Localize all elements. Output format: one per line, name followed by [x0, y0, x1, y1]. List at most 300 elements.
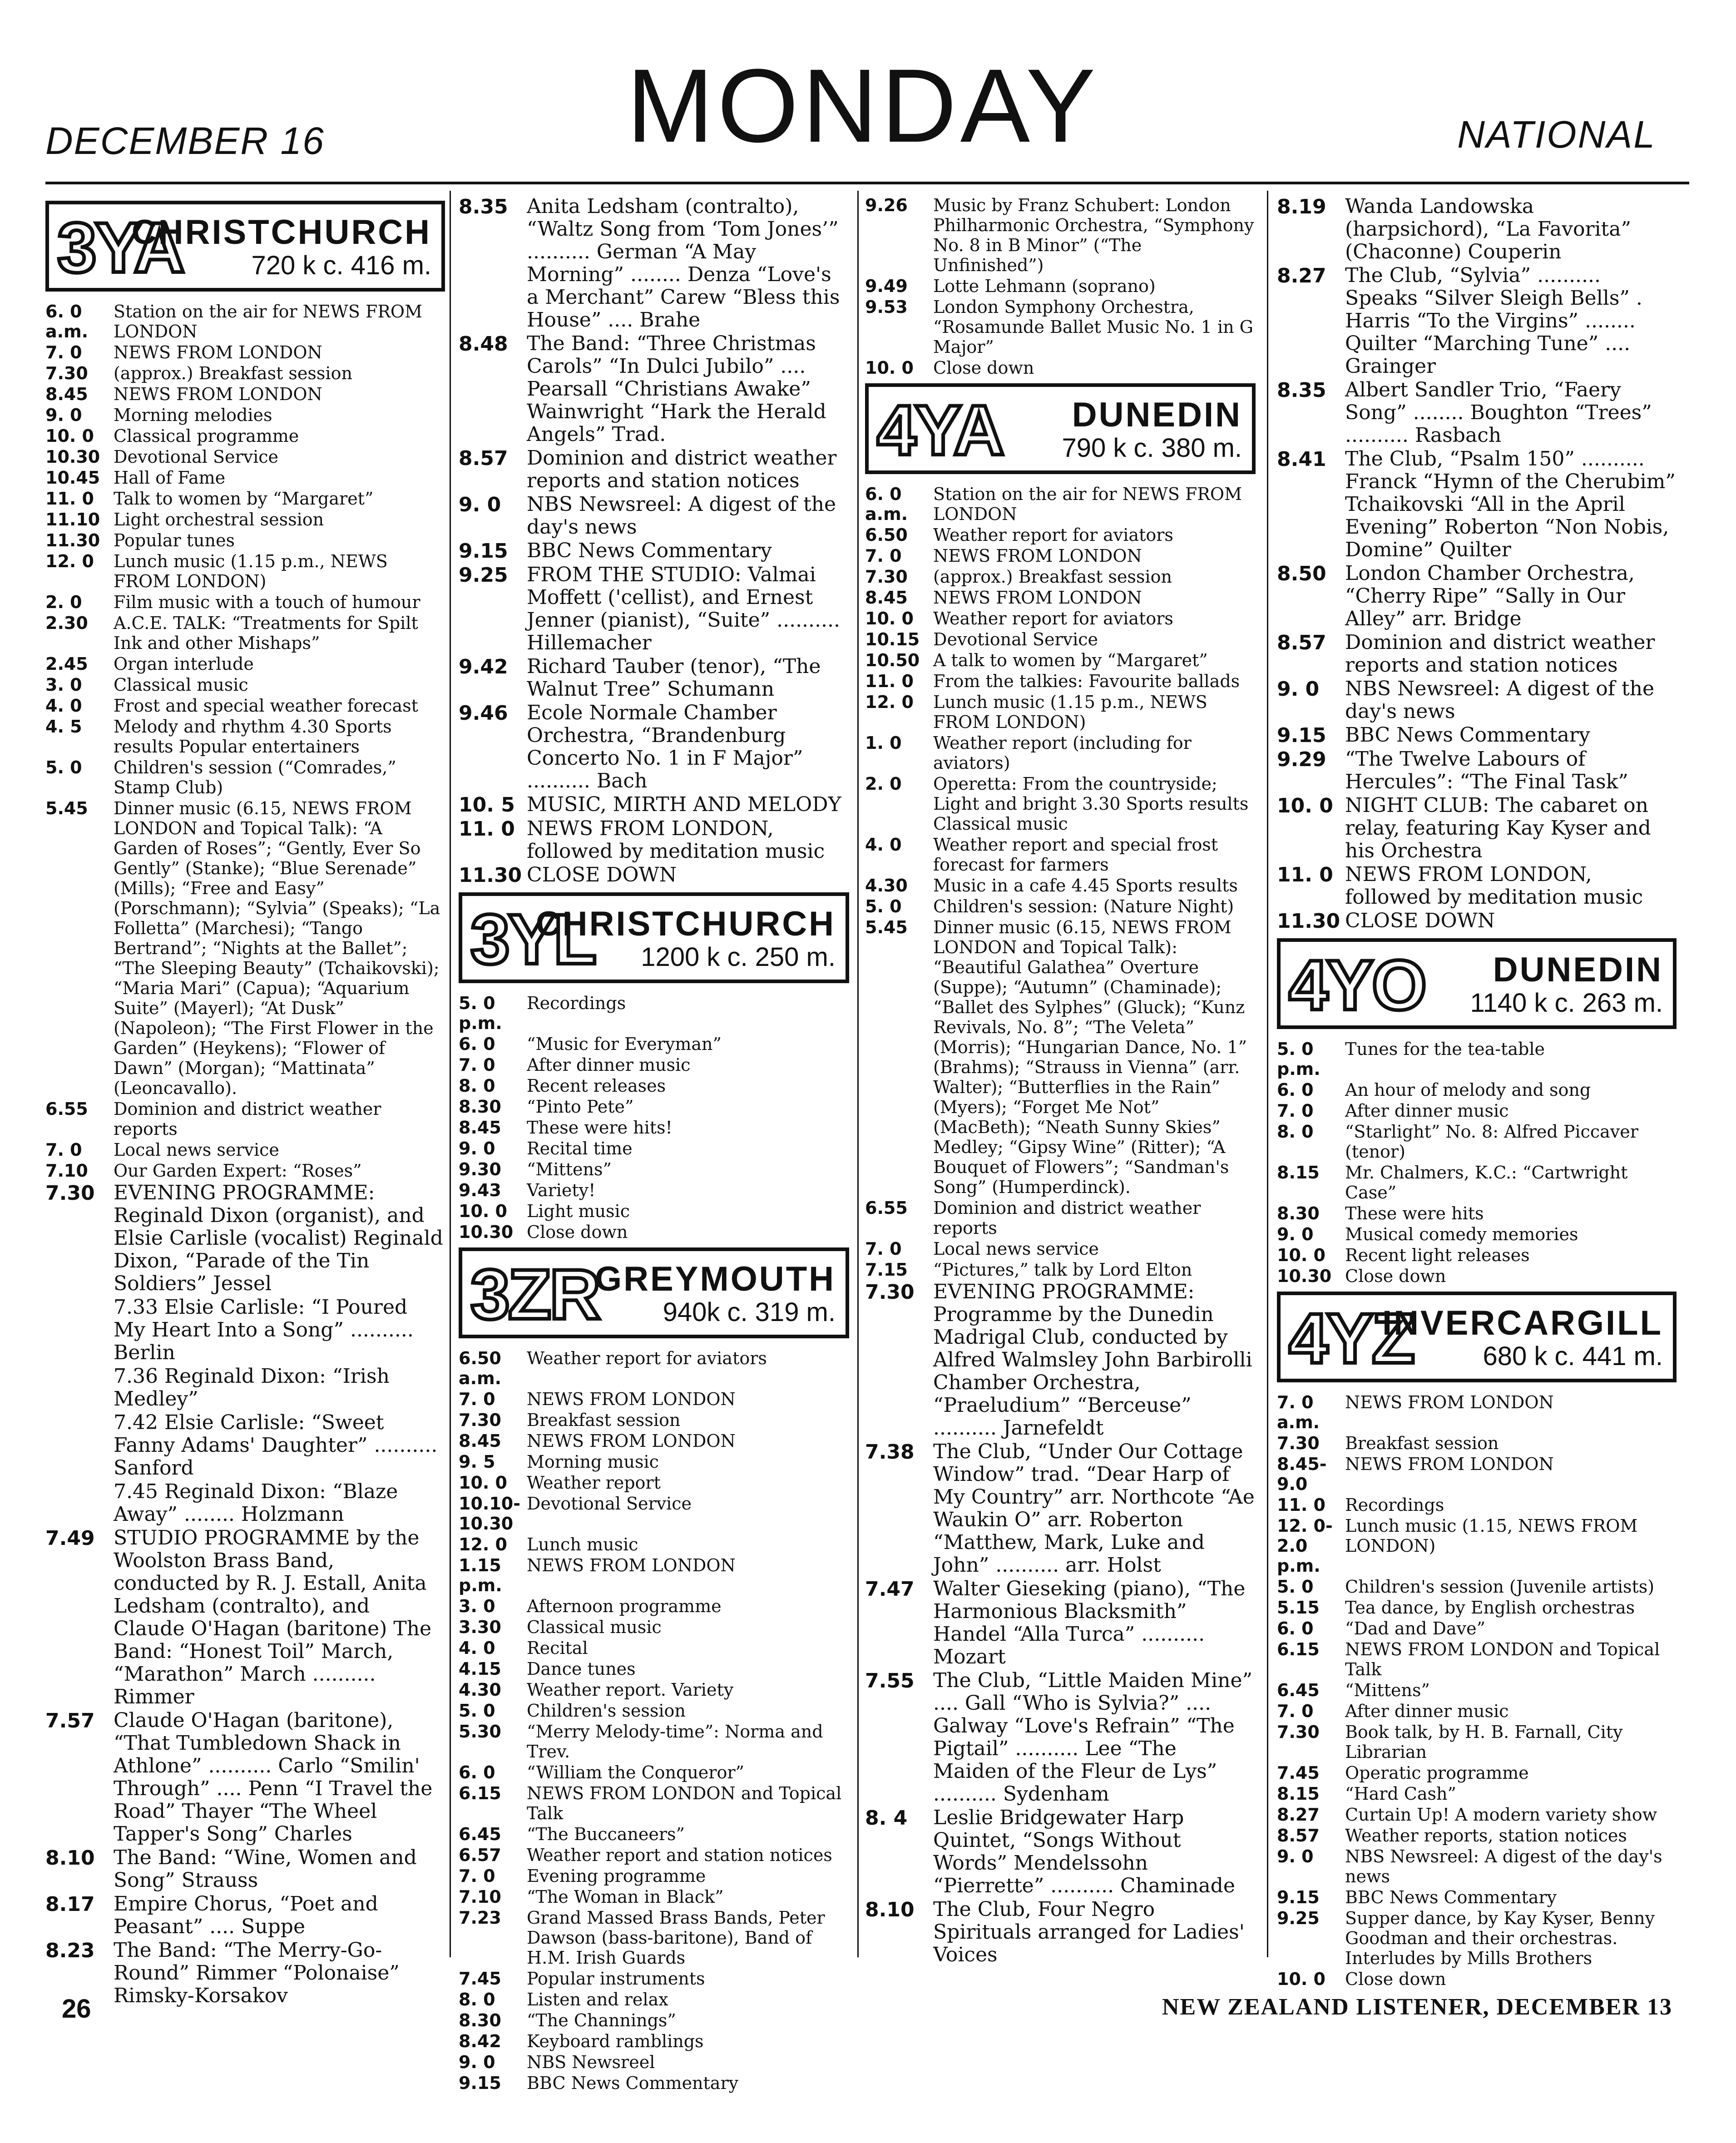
programme-time: 6. 0: [1277, 1080, 1314, 1100]
programme-entry: [45, 363, 445, 383]
programme-entry: [865, 1281, 1256, 1440]
programme-time: 11. 0: [45, 489, 94, 509]
programme-time: 10.30: [1277, 1266, 1332, 1286]
programme-description: Children's session (Juvenile artists): [1345, 1577, 1655, 1597]
programme-description: Mr. Chalmers, K.C.: “Cartwright Case”: [1345, 1163, 1628, 1203]
programme-time: 6.55: [865, 1198, 908, 1218]
programme-description: Afternoon programme: [527, 1596, 722, 1616]
programme-description: MUSIC, MIRTH AND MELODY: [527, 793, 841, 816]
programme-description: NEWS FROM LONDON: [114, 384, 322, 404]
programme-time: 8.23: [45, 1939, 95, 1962]
programme-entry: [459, 1097, 849, 1117]
programme-entry: [1277, 910, 1677, 933]
programme-time: 12. 0: [459, 1534, 507, 1554]
station-frequency: 720 k c. 416 m.: [251, 251, 431, 280]
programme-time: 7.45: [1277, 1763, 1320, 1783]
programme-entry: [45, 1365, 445, 1411]
programme-entry: [459, 1494, 849, 1534]
programme-time: 7.30: [45, 1182, 95, 1205]
programme-time: [45, 1480, 114, 1526]
programme-time: 8.15: [1277, 1163, 1320, 1183]
station-frequency: 940k c. 319 m.: [663, 1297, 836, 1327]
programme-description: Talk to women by “Margaret”: [114, 489, 374, 509]
programme-time: 5.45: [45, 798, 88, 818]
programme-entry: [865, 1239, 1256, 1259]
header-day: MONDAY: [627, 47, 1099, 164]
programme-entry: [1277, 1908, 1677, 1968]
programme-description: Breakfast session: [1345, 1433, 1499, 1453]
programme-entry: [1277, 1680, 1677, 1700]
programme-entry: [1277, 1887, 1677, 1907]
station-header-4yz: [1277, 1292, 1677, 1382]
programme-time: 7. 0: [45, 1140, 82, 1160]
programme-time: 11.10: [45, 510, 100, 530]
programme-entry: [459, 493, 849, 539]
programme-entry: [1277, 1639, 1677, 1679]
programme-description: NEWS FROM LONDON: [114, 342, 322, 362]
programme-entry: [865, 671, 1256, 691]
programme-description: Weather report (including for aviators): [933, 733, 1192, 773]
programme-time: 11.30: [45, 530, 100, 550]
programme-time: 4.30: [865, 876, 908, 896]
programme-description: NEWS FROM LONDON: [1345, 1392, 1554, 1412]
programme-entry: [1277, 1101, 1677, 1121]
publication-footer: NEW ZEALAND LISTENER, DECEMBER 13: [1162, 1994, 1672, 2020]
programme-entry: [459, 447, 849, 492]
programme-time: 8.15: [1277, 1784, 1320, 1804]
programme-entry: [1277, 264, 1677, 378]
programme-entry: [865, 195, 1256, 275]
programme-entry: [459, 332, 849, 446]
programme-time: 5. 0: [45, 757, 82, 777]
programme-entry: [45, 1182, 445, 1295]
programme-entry: [865, 1578, 1256, 1668]
programme-time: 9.25: [1277, 1908, 1320, 1928]
programme-entry: [459, 1473, 849, 1493]
programme-description: NEWS FROM LONDON: [527, 1555, 736, 1575]
programme-entry: [459, 2073, 849, 2093]
station-city: GREYMOUTH: [595, 1260, 836, 1298]
programme-time: 10. 0: [1277, 1245, 1325, 1265]
programme-description: “Dad and Dave”: [1345, 1618, 1485, 1638]
programme-entry: [459, 1680, 849, 1700]
header-rule: [45, 182, 1689, 184]
programme-time: 4.30: [459, 1680, 501, 1700]
programme-time: 12. 0-2.0 p.m.: [1277, 1516, 1333, 1576]
programme-time: 5. 0: [865, 896, 902, 916]
programme-entry: [1277, 1784, 1677, 1804]
programme-entry: [45, 551, 445, 591]
programme-description: Weather report for aviators: [933, 525, 1173, 545]
programme-time: 8.30: [459, 2010, 501, 2030]
programme-description: STUDIO PROGRAMME by the Woolston Brass Band, conducted by R. J. Estall, Anita Ledsham (contralto), and Claude O'Hagan (baritone) The Band: “Honest Toil” March, “Marathon” March .......... Rimmer: [114, 1526, 432, 1708]
programme-entry: [865, 358, 1256, 378]
programme-time: 7.45: [459, 1969, 501, 1989]
programme-time: 8.45-9.0: [1277, 1454, 1327, 1494]
programme-entry: [1277, 195, 1677, 263]
programme-entry: [459, 1348, 849, 1388]
programme-time: 2.45: [45, 654, 88, 674]
programme-time: 7. 0 a.m.: [1277, 1392, 1320, 1432]
programme-description: NEWS FROM LONDON: [933, 588, 1142, 608]
programme-entry: [1277, 1080, 1677, 1100]
programme-time: 8.45: [459, 1431, 501, 1451]
programme-description: Recent releases: [527, 1076, 666, 1096]
programme-description: Music by Franz Schubert: London Philharmonic Orchestra, “Symphony No. 8 in B Minor” (“The Unfinished”): [933, 195, 1254, 275]
programme-entry: [459, 864, 849, 887]
station-header-4ya: [865, 383, 1256, 474]
programme-time: 6.57: [459, 1845, 501, 1865]
programme-description: Children's session: (Nature Night): [933, 896, 1234, 916]
programme-time: 7. 0: [459, 1389, 495, 1409]
programme-entry: [1277, 1433, 1677, 1453]
programme-description: Recent light releases: [1345, 1245, 1530, 1265]
programme-description: Walter Gieseking (piano), “The Harmonious Blacksmith” Handel “Alla Turca” .......... Mozart: [933, 1577, 1246, 1668]
programme-time: 6. 0: [459, 1762, 495, 1782]
programme-time: 9.26: [865, 195, 908, 215]
programme-description: Local news service: [933, 1239, 1099, 1259]
station-call-sign: 4YA: [877, 391, 1003, 470]
programme-description: Keyboard ramblings: [527, 2031, 704, 2051]
programme-entry: [1277, 1577, 1677, 1597]
programme-description: Lunch music (1.15 p.m., NEWS FROM LONDON): [933, 692, 1207, 732]
programme-description: Leslie Bridgewater Harp Quintet, “Songs Without Words” Mendelssohn “Pierrette” .......... Chaminade: [933, 1806, 1235, 1897]
programme-entry: [865, 1440, 1256, 1577]
programme-description: Lunch music (1.15, NEWS FROM LONDON): [1345, 1516, 1638, 1556]
programme-description: Dominion and district weather reports and station notices: [527, 446, 837, 492]
station-header-3zr: [459, 1247, 849, 1338]
programme-entry: [45, 1893, 445, 1938]
programme-description: 7.36 Reginald Dixon: “Irish Medley”: [114, 1365, 390, 1411]
programme-description: Weather reports, station notices: [1345, 1826, 1627, 1846]
programme-time: 9.25: [459, 564, 508, 587]
programme-time: 7.57: [45, 1709, 95, 1732]
programme-entry: [45, 468, 445, 488]
programme-time: 7.10: [459, 1887, 501, 1907]
programme-description: Classical programme: [114, 426, 299, 446]
programme-time: 8.10: [865, 1898, 915, 1921]
programme-time: 9.49: [865, 276, 908, 296]
programme-entry: [865, 733, 1256, 773]
station-frequency: 1140 k c. 263 m.: [1470, 988, 1663, 1018]
programme-description: Our Garden Expert: “Roses”: [114, 1161, 362, 1181]
listing-column-3: [865, 195, 1256, 1967]
programme-time: [45, 1296, 114, 1364]
programme-entry: [1277, 1618, 1677, 1638]
programme-description: Station on the air for NEWS FROM LONDON: [114, 302, 422, 341]
programme-description: (approx.) Breakfast session: [114, 363, 352, 383]
programme-entry: [865, 609, 1256, 629]
programme-description: Grand Massed Brass Bands, Peter Dawson (bass-baritone), Band of H.M. Irish Guards: [527, 1908, 825, 1968]
programme-entry: [865, 692, 1256, 732]
programme-time: 7.30: [865, 1281, 915, 1304]
header-network: NATIONAL: [1457, 113, 1656, 156]
programme-time: 2. 0: [865, 774, 902, 794]
programme-time: 4. 0: [459, 1638, 495, 1658]
programme-time: 1. 0: [865, 733, 902, 753]
programme-entry: [459, 1431, 849, 1451]
programme-entry: [865, 546, 1256, 566]
programme-description: “The Woman in Black”: [527, 1887, 724, 1907]
programme-entry: [45, 654, 445, 674]
programme-description: Devotional Service: [114, 447, 279, 467]
programme-description: After dinner music: [1345, 1701, 1509, 1721]
programme-time: 10. 0: [865, 358, 914, 378]
programme-time: 9. 0: [45, 405, 82, 425]
programme-description: Classical music: [114, 675, 248, 695]
programme-time: 8. 0: [459, 1076, 495, 1096]
programme-time: 9.30: [459, 1159, 501, 1179]
programme-entry: [459, 195, 849, 332]
programme-description: Film music with a touch of humour: [114, 592, 420, 612]
station-header-3ya: [45, 201, 445, 292]
programme-description: Popular tunes: [114, 530, 235, 550]
programme-entry: [1277, 1203, 1677, 1223]
programme-time: 8. 0: [1277, 1122, 1314, 1142]
programme-entry: [1277, 1122, 1677, 1162]
programme-time: 3. 0: [45, 675, 82, 695]
programme-description: NBS Newsreel: A digest of the day's news: [527, 493, 836, 539]
programme-time: 6.45: [459, 1824, 501, 1844]
programme-time: 9. 5: [459, 1452, 495, 1472]
station-call-sign: 3YA: [57, 208, 183, 287]
programme-entry: [1277, 1846, 1677, 1886]
programme-entry: [45, 342, 445, 362]
programme-entry: [1277, 1163, 1677, 1203]
station-city: CHRISTCHURCH: [131, 213, 431, 252]
programme-time: 6.15: [459, 1783, 501, 1803]
programme-description: 7.33 Elsie Carlisle: “I Poured My Heart Into a Song” .......... Berlin: [114, 1296, 414, 1364]
programme-description: Breakfast session: [527, 1410, 681, 1430]
programme-description: Dominion and district weather reports and station notices: [1345, 631, 1655, 677]
programme-description: NEWS FROM LONDON: [527, 1389, 736, 1409]
programme-entry: [45, 696, 445, 716]
programme-description: NEWS FROM LONDON: [1345, 1454, 1554, 1474]
programme-description: Tea dance, by English orchestras: [1345, 1598, 1635, 1618]
programme-entry: [45, 798, 445, 1098]
programme-time: 9. 0: [1277, 678, 1320, 701]
programme-entry: [459, 1222, 849, 1242]
programme-entry: [459, 1722, 849, 1762]
programme-entry: [459, 1990, 849, 2009]
station-header-4yo: [1277, 938, 1677, 1029]
programme-time: 8.30: [459, 1097, 501, 1117]
programme-description: Popular instruments: [527, 1969, 705, 1989]
programme-time: 8.42: [459, 2031, 501, 2051]
programme-entry: [865, 835, 1256, 875]
programme-time: 7. 0: [1277, 1101, 1314, 1121]
programme-entry: [865, 650, 1256, 670]
programme-description: NIGHT CLUB: The cabaret on relay, featuring Kay Kyser and his Orchestra: [1345, 794, 1651, 862]
programme-description: 7.45 Reginald Dixon: “Blaze Away” ........ Holzmann: [114, 1480, 398, 1526]
station-call-sign: 4YO: [1289, 946, 1425, 1025]
programme-time: 7. 0: [865, 546, 902, 566]
programme-description: After dinner music: [527, 1055, 691, 1075]
column-divider: [1267, 191, 1268, 1957]
programme-description: Musical comedy memories: [1345, 1224, 1578, 1244]
programme-entry: [459, 993, 849, 1033]
programme-entry: [45, 1709, 445, 1846]
programme-description: BBC News Commentary: [527, 539, 772, 562]
programme-time: 6.55: [45, 1099, 88, 1119]
programme-entry: [865, 629, 1256, 649]
programme-description: These were hits: [1345, 1203, 1484, 1223]
programme-description: Recital time: [527, 1138, 633, 1158]
programme-description: Music in a cafe 4.45 Sports results: [933, 876, 1238, 896]
programme-description: Morning melodies: [114, 405, 272, 425]
programme-entry: [865, 484, 1256, 524]
programme-time: 7.30: [865, 567, 908, 587]
programme-description: Devotional Service: [933, 629, 1098, 649]
programme-entry: [459, 1555, 849, 1595]
station-frequency: 1200 k c. 250 m.: [641, 942, 836, 972]
programme-description: Melody and rhythm 4.30 Sports results Popular entertainers: [114, 717, 392, 757]
programme-description: Richard Tauber (tenor), “The Walnut Tree” Schumann: [527, 655, 821, 701]
programme-description: Ecole Normale Chamber Orchestra, “Brandenburg Concerto No. 1 in F Major” .......... Bach: [527, 701, 803, 792]
station-frequency: 790 k c. 380 m.: [1062, 433, 1242, 463]
station-city: INVERCARGILL: [1382, 1304, 1663, 1342]
programme-time: 8.57: [1277, 631, 1326, 654]
programme-description: The Band: “The Merry-Go-Round” Rimmer “Polonaise” Rimsky-Korsakov: [114, 1939, 400, 2007]
programme-entry: [45, 384, 445, 404]
programme-time: 8.41: [1277, 448, 1326, 471]
programme-description: Claude O'Hagan (baritone), “That Tumbledown Shack in Athlone” .......... Carlo “Smilin' Through” .... Penn “I Travel the Road” Thayer “The Wheel Tapper's Song” Charles: [114, 1709, 433, 1846]
programme-time: 6. 0 a.m.: [45, 302, 89, 341]
programme-time: 8.17: [45, 1893, 95, 1916]
programme-entry: [865, 774, 1256, 834]
programme-entry: [1277, 379, 1677, 447]
programme-entry: [865, 896, 1256, 916]
programme-description: Anita Ledsham (contralto), “Waltz Song from ‘Tom Jones’” .......... German “A May Morning” ........ Denza “Love's a Merchant” Carew “Bless this House” .... Brahe: [527, 195, 840, 332]
programme-entry: [1277, 631, 1677, 677]
programme-time: 6. 0: [1277, 1618, 1314, 1638]
programme-entry: [459, 1410, 849, 1430]
programme-description: “Mittens”: [527, 1159, 612, 1179]
programme-description: Variety!: [527, 1180, 596, 1200]
programme-entry: [865, 276, 1256, 296]
programme-time: 7.47: [865, 1578, 915, 1601]
programme-entry: [459, 1866, 849, 1886]
programme-entry: [45, 1939, 445, 2007]
programme-description: The Club, “Psalm 150” .......... Franck “Hymn of the Cherubim” Tchaikovski “All in the April Evening” Roberton “Non Nobis, Domine” Quilter: [1345, 447, 1676, 561]
programme-entry: [1277, 1516, 1677, 1576]
programme-time: 4. 5: [45, 717, 82, 737]
programme-entry: [459, 1783, 849, 1823]
programme-time: 9.15: [459, 2073, 501, 2093]
programme-description: “Music for Everyman”: [527, 1034, 722, 1054]
programme-entry: [459, 817, 849, 863]
programme-description: “Merry Melody-time”: Norma and Trev.: [527, 1722, 823, 1762]
programme-description: “Mittens”: [1345, 1680, 1430, 1700]
programme-description: “The Twelve Labours of Hercules”: “The Final Task”: [1345, 747, 1628, 793]
programme-entry: [865, 525, 1256, 545]
programme-entry: [1277, 562, 1677, 630]
programme-entry: [459, 1138, 849, 1158]
programme-time: 8.27: [1277, 264, 1326, 287]
programme-description: Operetta: From the countryside; Light and bright 3.30 Sports results Classical music: [933, 774, 1249, 834]
programme-entry: [1277, 1805, 1677, 1825]
programme-time: [45, 1365, 114, 1411]
programme-time: 8.48: [459, 332, 508, 356]
station-call-sign: 3ZR: [470, 1255, 599, 1334]
programme-entry: [1277, 1266, 1677, 1286]
programme-entry: [1277, 1826, 1677, 1846]
programme-time: 9.15: [1277, 724, 1326, 747]
programme-description: Hall of Fame: [114, 468, 226, 488]
programme-time: 4. 0: [865, 835, 902, 855]
programme-description: “William the Conqueror”: [527, 1762, 744, 1782]
programme-description: The Club, Four Negro Spirituals arranged for Ladies' Voices: [933, 1898, 1245, 1966]
programme-entry: [459, 1201, 849, 1221]
programme-entry: [1277, 1039, 1677, 1079]
programme-entry: [45, 592, 445, 612]
programme-entry: [1277, 1722, 1677, 1762]
programme-entry: [459, 2052, 849, 2072]
programme-time: 2.30: [45, 613, 88, 633]
programme-description: Classical music: [527, 1617, 662, 1637]
programme-description: Local news service: [114, 1140, 279, 1160]
programme-description: Curtain Up! A modern variety show: [1345, 1805, 1657, 1825]
programme-entry: [865, 1806, 1256, 1897]
station-city: CHRISTCHURCH: [535, 905, 836, 943]
programme-entry: [459, 1908, 849, 1968]
programme-time: 9. 0: [1277, 1846, 1314, 1866]
programme-description: 7.42 Elsie Carlisle: “Sweet Fanny Adams' Daughter” .......... Sanford: [114, 1411, 438, 1480]
page-number: 26: [62, 1994, 91, 2024]
programme-description: “The Buccaneers”: [527, 1824, 685, 1844]
listing-column-2: [459, 195, 849, 2094]
programme-entry: [1277, 863, 1677, 909]
programme-time: 6.15: [1277, 1639, 1320, 1659]
programme-description: Recordings: [1345, 1495, 1444, 1515]
programme-entry: [45, 757, 445, 797]
programme-entry: [1277, 1392, 1677, 1432]
programme-time: 8.35: [1277, 379, 1326, 402]
programme-entry: [459, 1638, 849, 1658]
programme-time: 6.50: [865, 525, 908, 545]
programme-description: Albert Sandler Trio, “Faery Song” ........ Boughton “Trees” .......... Rasbach: [1345, 378, 1652, 447]
programme-time: 5.30: [459, 1722, 501, 1742]
programme-time: 12. 0: [865, 692, 914, 712]
programme-description: The Band: “Three Christmas Carols” “In Dulci Jubilo” .... Pearsall “Christians Awake” Wainwright “Hark the Herald Angels” Trad.: [527, 332, 826, 446]
programme-description: Light music: [527, 1201, 630, 1221]
programme-time: 5. 0: [459, 1701, 495, 1721]
programme-description: Close down: [527, 1222, 628, 1242]
programme-time: 10.30: [459, 1222, 514, 1242]
programme-time: 7. 0: [865, 1239, 902, 1259]
programme-time: 10. 0: [459, 1201, 507, 1221]
programme-entry: [45, 510, 445, 530]
programme-description: Children's session (“Comrades,” Stamp Club): [114, 757, 396, 797]
programme-description: Lunch music (1.15 p.m., NEWS FROM LONDON): [114, 551, 388, 591]
programme-description: Wanda Landowska (harpsichord), “La Favorita” (Chaconne) Couperin: [1345, 195, 1631, 263]
programme-description: Frost and special weather forecast: [114, 696, 418, 716]
programme-time: 8.57: [1277, 1826, 1320, 1846]
programme-time: 5. 0 p.m.: [459, 993, 502, 1033]
programme-description: Listen and relax: [527, 1990, 668, 2009]
programme-description: “Pinto Pete”: [527, 1097, 634, 1117]
programme-time: 7.38: [865, 1440, 915, 1464]
programme-time: 7.30: [45, 363, 88, 383]
programme-time: 12. 0: [45, 551, 94, 571]
programme-entry: [459, 1118, 849, 1138]
programme-entry: [45, 1480, 445, 1526]
programme-time: 9.53: [865, 297, 908, 317]
programme-entry: [459, 1762, 849, 1782]
programme-description: EVENING PROGRAMME: Programme by the Dunedin Madrigal Club, conducted by Alfred Walmsley John Barbirolli Chamber Orchestra, “Praeludium” “Berceuse” .......... Jarnefeldt: [933, 1280, 1252, 1440]
programme-entry: [459, 1159, 849, 1179]
programme-entry: [459, 793, 849, 817]
